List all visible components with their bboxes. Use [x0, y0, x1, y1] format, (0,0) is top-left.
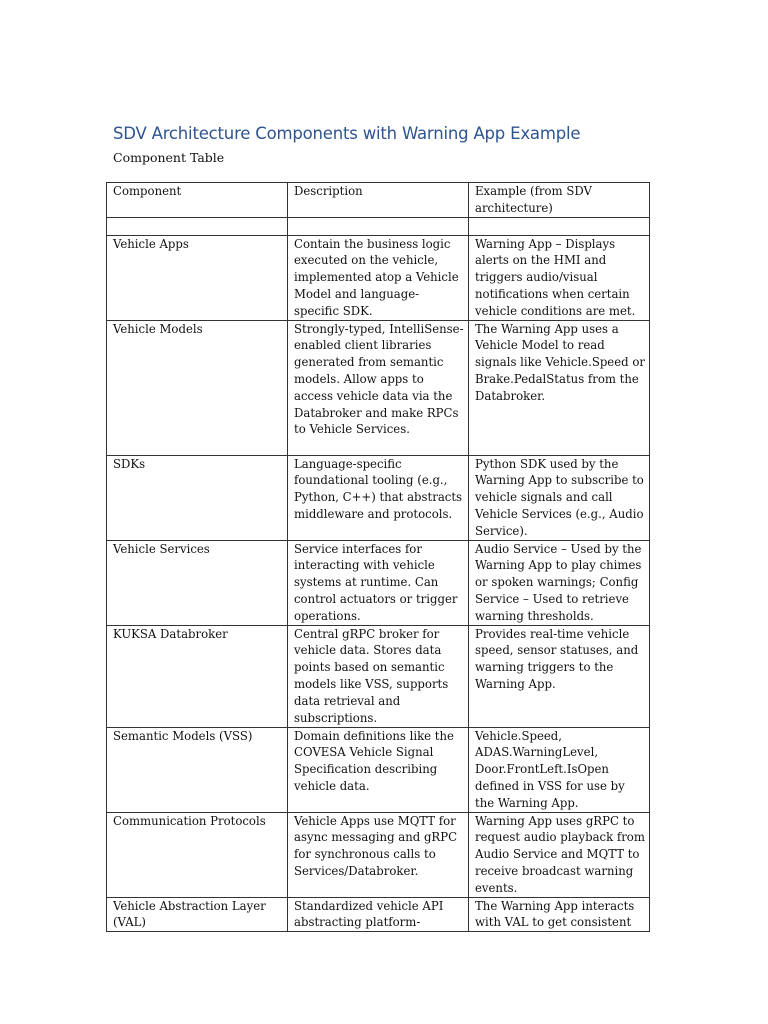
- table-row: [107, 235, 650, 320]
- table-row: [107, 727, 650, 812]
- component-table: [106, 182, 650, 932]
- empty-row: [107, 217, 650, 235]
- empty-cell: [107, 217, 288, 235]
- table-row: [107, 625, 650, 727]
- component-cell: Semantic Models (VSS): [107, 727, 288, 812]
- description-cell: Service interfaces for interacting with vehicle systems at runtime. Can control actuators or trigger operations.: [288, 540, 469, 625]
- table-row: [107, 455, 650, 540]
- table-caption: Component Table: [113, 150, 225, 165]
- description-cell: Domain definitions like the COVESA Vehicle Signal Specification describing vehicle data.: [288, 727, 469, 812]
- component-cell: Vehicle Models: [107, 320, 288, 455]
- table-row: [107, 540, 650, 625]
- example-cell: Vehicle.Speed, ADAS.WarningLevel, Door.FrontLeft.IsOpen defined in VSS for use by the Warning App.: [469, 727, 650, 812]
- empty-cell: [469, 217, 650, 235]
- description-cell: Contain the business logic executed on the vehicle, implemented atop a Vehicle Model and language-specific SDK.: [288, 235, 469, 320]
- component-cell: Communication Protocols: [107, 812, 288, 897]
- description-cell: Language-specific foundational tooling (e.g., Python, C++) that abstracts middleware and protocols.: [288, 455, 469, 540]
- component-cell: KUKSA Databroker: [107, 625, 288, 727]
- example-cell: The Warning App uses a Vehicle Model to read signals like Vehicle.Speed or Brake.PedalStatus from the Databroker.: [469, 320, 650, 455]
- description-cell: Vehicle Apps use MQTT for async messaging and gRPC for synchronous calls to Services/Databroker.: [288, 812, 469, 897]
- component-cell: SDKs: [107, 455, 288, 540]
- example-cell: Warning App – Displays alerts on the HMI and triggers audio/visual notifications when certain vehicle conditions are met.: [469, 235, 650, 320]
- component-cell: Vehicle Services: [107, 540, 288, 625]
- table-row: [107, 320, 650, 455]
- empty-cell: [288, 217, 469, 235]
- component-cell: Vehicle Apps: [107, 235, 288, 320]
- table-header-row: [107, 183, 650, 218]
- page-title: SDV Architecture Components with Warning App Example: [113, 124, 581, 143]
- example-cell: Audio Service – Used by the Warning App to play chimes or spoken warnings; Config Service – Used to retrieve warning thresholds.: [469, 540, 650, 625]
- header-example: Example (from SDV architecture): [469, 183, 650, 218]
- header-component: Component: [107, 183, 288, 218]
- description-cell: Central gRPC broker for vehicle data. Stores data points based on semantic models like VSS, supports data retrieval and subscriptions.: [288, 625, 469, 727]
- description-cell: Standardized vehicle API abstracting platform-: [288, 897, 469, 932]
- table-row: [107, 812, 650, 897]
- component-cell: Vehicle Abstraction Layer (VAL): [107, 897, 288, 932]
- example-cell: Provides real-time vehicle speed, sensor statuses, and warning triggers to the Warning App.: [469, 625, 650, 727]
- header-description: Description: [288, 183, 469, 218]
- description-cell: Strongly-typed, IntelliSense-enabled client libraries generated from semantic models. Allow apps to access vehicle data via the Databroker and make RPCs to Vehicle Services.: [288, 320, 469, 455]
- example-cell: Python SDK used by the Warning App to subscribe to vehicle signals and call Vehicle Services (e.g., Audio Service).: [469, 455, 650, 540]
- example-cell: Warning App uses gRPC to request audio playback from Audio Service and MQTT to receive broadcast warning events.: [469, 812, 650, 897]
- example-cell: The Warning App interacts with VAL to get consistent: [469, 897, 650, 932]
- table-row: [107, 897, 650, 932]
